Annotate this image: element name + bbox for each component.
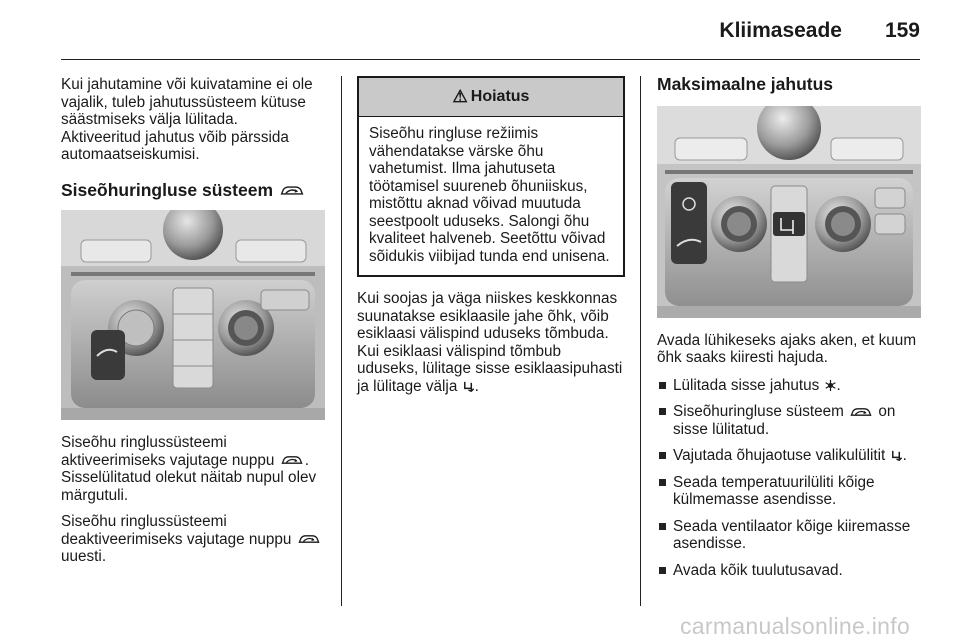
recirculation-icon [297, 533, 321, 545]
section-title-recirculation [61, 179, 329, 200]
header-rule [61, 59, 920, 60]
column-1 [61, 76, 329, 566]
deactivation-paragraph [61, 513, 329, 566]
recirculation-control-photo [61, 210, 325, 420]
list-item: Lülitada sisse jahutus . [657, 377, 923, 395]
list-item: Seada ventilaator kõige kiiremasse asendisse. [657, 518, 923, 553]
section-title-max-cooling: Maksimaalne jahutus [657, 74, 834, 94]
warning-triangle-icon: ⚠ [452, 87, 468, 107]
max-cooling-control-photo [657, 106, 921, 318]
list-item: Avada kõik tuulutusavad. [657, 562, 923, 580]
chapter-title: Kliimaseade [719, 19, 842, 42]
column-3 [657, 76, 923, 588]
list-item: Vajutada õhujaotuse valikulülitit . [657, 447, 923, 465]
max-cooling-steps [657, 377, 923, 580]
column-2 [357, 76, 625, 395]
snowflake-icon [824, 379, 837, 392]
watermark: carmanualsonline.info [680, 613, 911, 639]
condensation-text-end: . [474, 377, 479, 395]
list-item: Seada temperatuurilüliti kõige külmemasse asendisse. [657, 474, 923, 509]
page-header [0, 0, 960, 60]
list-item: Siseõhuringluse süsteem on sisse lülitatud. [657, 403, 923, 438]
activation-text-b: . Sisselülitatud olekut näitab nupul olev märgutuli. [61, 451, 317, 504]
footwell-air-icon [890, 449, 903, 462]
section-title-text: Siseõhuringluse süsteem [61, 179, 274, 200]
recirculation-icon [280, 454, 304, 466]
deactivation-text-b: uuesti. [61, 548, 107, 565]
activation-text-a: Siseõhu ringlussüsteemi aktiveerimiseks vajutage nuppu [61, 434, 275, 469]
deactivation-text-a: Siseõhu ringlussüsteemi deaktiveerimiseks vajutage nuppu [61, 513, 292, 548]
warning-box [357, 76, 625, 277]
recirculation-icon [849, 406, 873, 418]
footwell-air-icon [462, 380, 475, 393]
recirculation-icon [279, 184, 305, 197]
warning-body: Siseõhu ringluse režiimis vähendatakse värske õhu vahetumist. Ilma jahutuseta töötamisel suureneb õhuniiskus, mistõttu aknad võivad muutuda seestpoolt uduseks. Salongi õhu kvaliteet halveneb. Seetõttu võivad sõidukis viibijad tunda end unisena. [369, 125, 610, 265]
column-divider-2 [640, 76, 641, 606]
column-divider-1 [341, 76, 342, 606]
warning-title: Hoiatus [470, 88, 530, 106]
warning-header [359, 78, 623, 117]
intro-paragraph-1: Kui jahutamine või kuivatamine ei ole vajalik, tuleb jahutussüsteem kütuse säästmiseks välja lülitada. [61, 76, 313, 128]
max-cooling-intro: Avada lühikeseks ajaks aken, et kuum õhk saaks kiiresti hajuda. [657, 331, 917, 366]
condensation-paragraph [357, 290, 625, 395]
intro-paragraph-2: Aktiveeritud jahutus võib pärssida automaatseiskumisi. [61, 128, 289, 163]
page-number: 159 [884, 19, 920, 42]
condensation-text: Kui soojas ja väga niiskes keskkonnas suunatakse esiklaasile jahe õhk, võib esiklaasi välispind uduseks tõmbuda. Kui esiklaasi välispind tõmbub uduseks, lülitage sisse esiklaasipuhasti ja lülitage välja [357, 290, 623, 395]
activation-paragraph [61, 434, 329, 504]
